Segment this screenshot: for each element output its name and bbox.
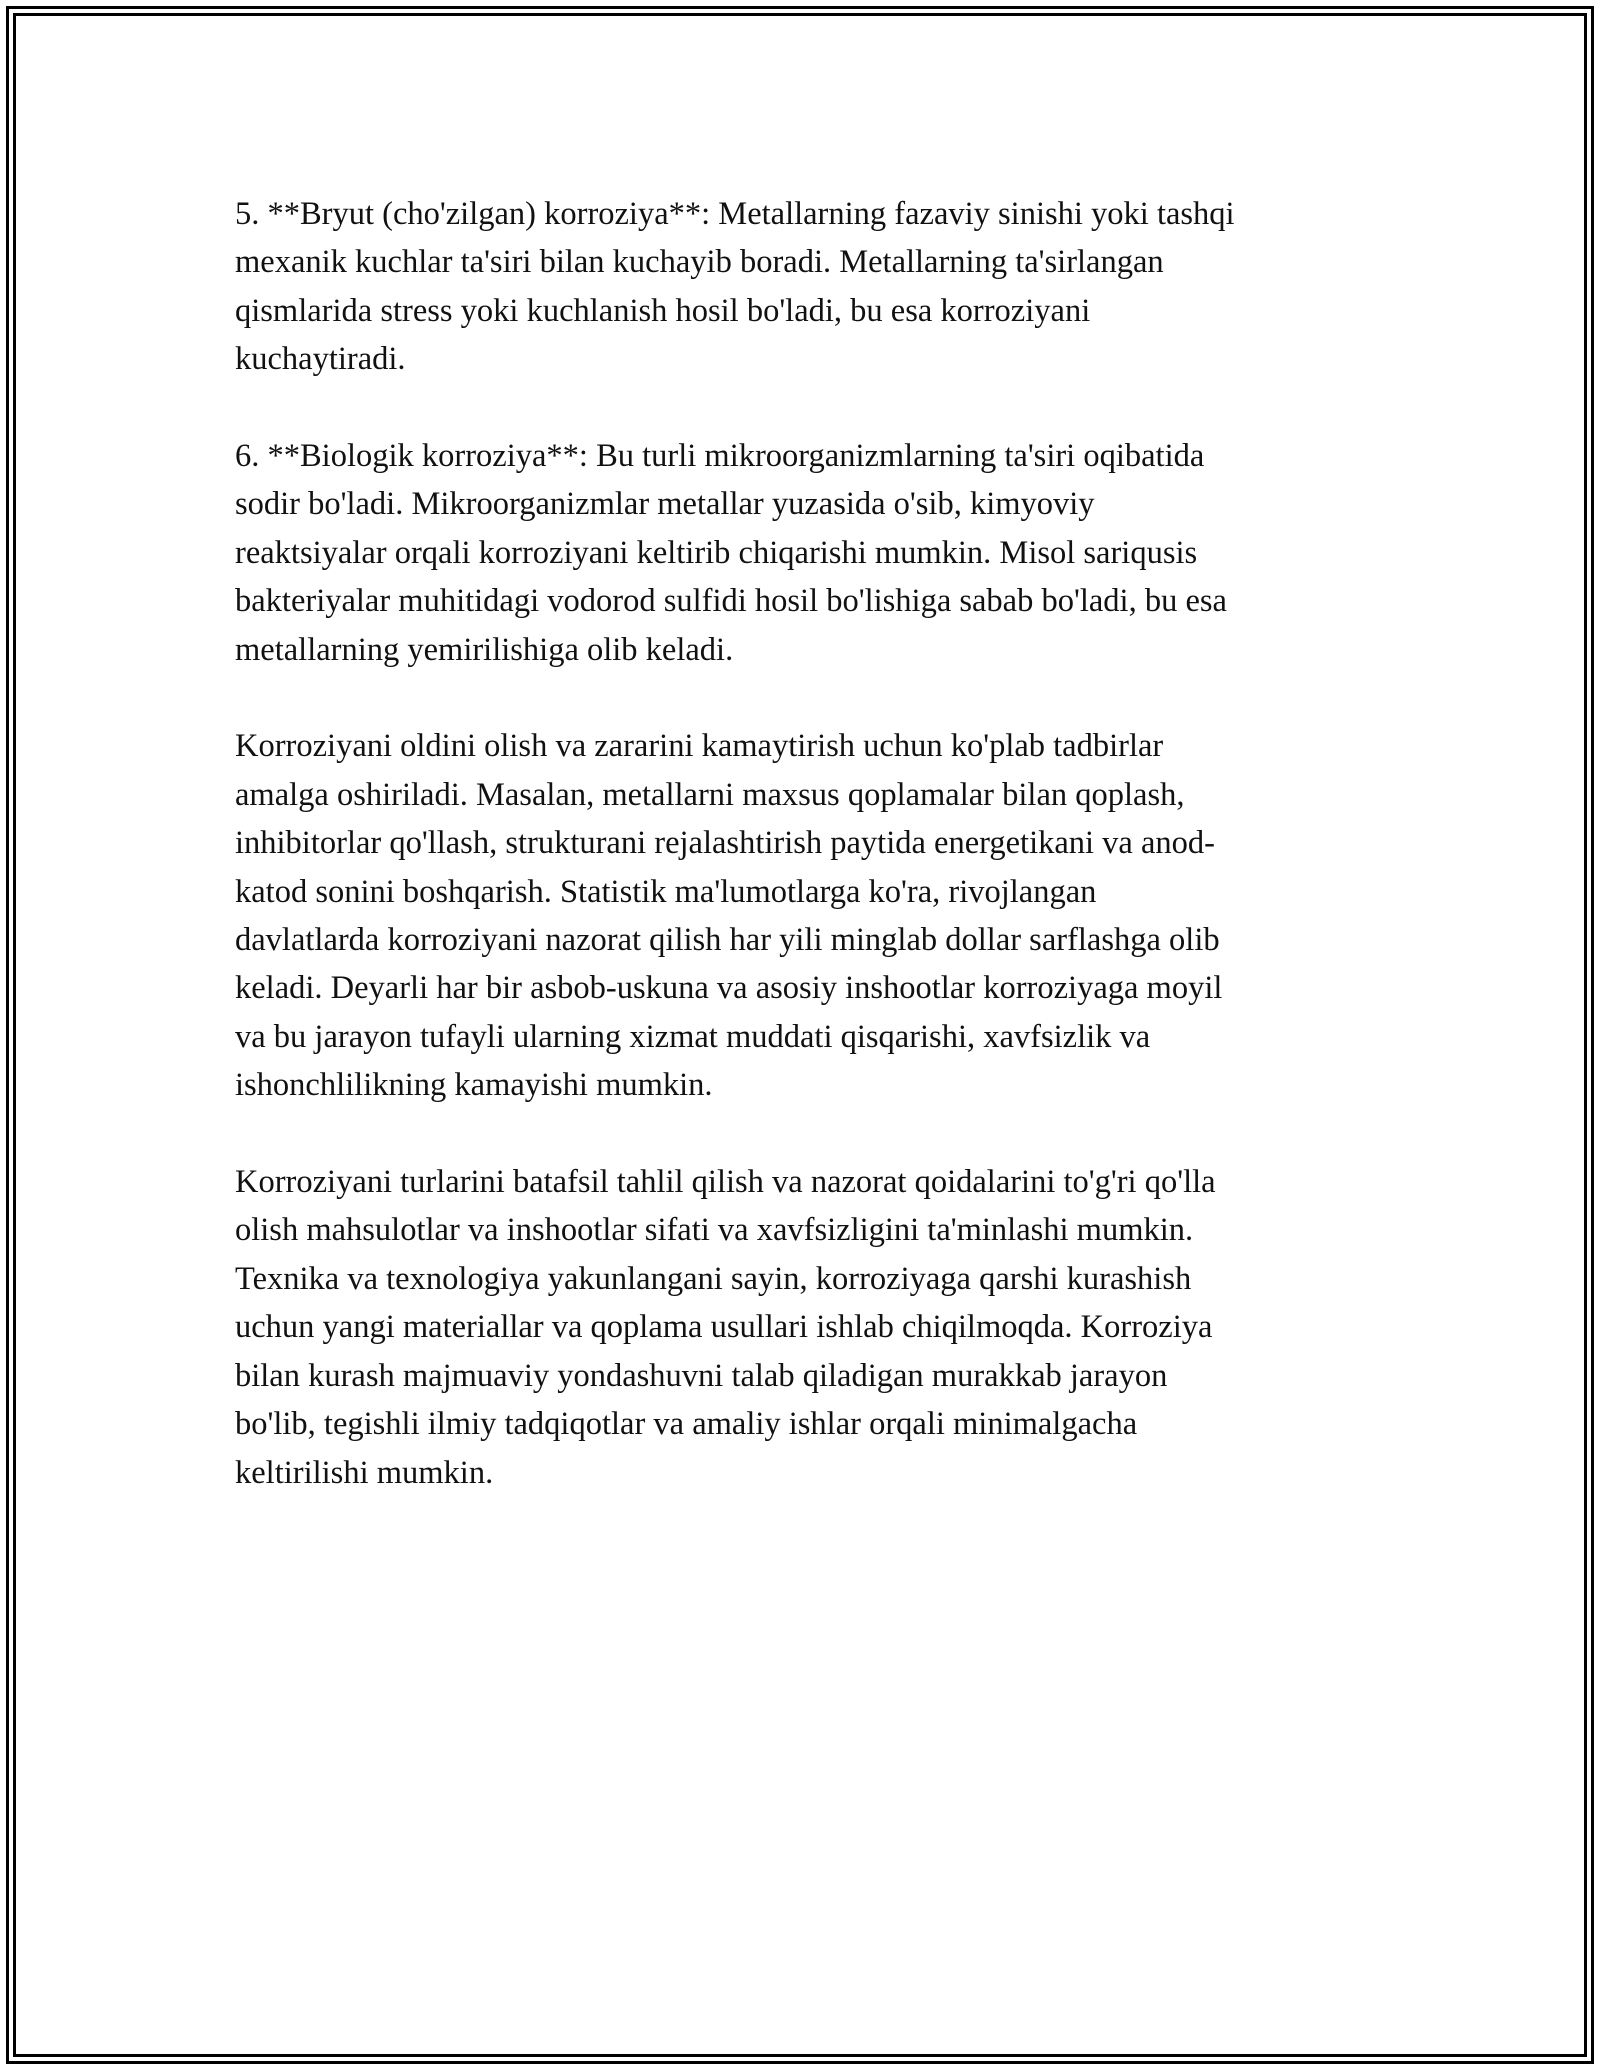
paragraph-biological-corrosion: 6. **Biologik korroziya**: Bu turli mikroorganizmlarning ta'siri oqibatida sodir bo'ladi. Mikroorganizmlar metallar yuzasida o'sib, kimyoviy reaktsiyalar orqali korroziyani keltirib chiqarishi mumkin. Misol sariqusis bakteriyalar muhitidagi vodorod sulfidi hosil bo'lishiga sabab bo'ladi, bu esa metallarning yemirilishiga olib keladi. <box>235 438 1227 668</box>
paragraph-conclusion: Korroziyani turlarini batafsil tahlil qilish va nazorat qoidalarini to'g'ri qo'lla olish mahsulotlar va inshootlar sifati va xavfsizligini ta'minlashi mumkin. Texnika va texnologiya yakunlangani sayin, korroziyaga qarshi kurashish uchun yangi materiallar va qoplama usullari ishlab chiqilmoqda. Korroziya bilan kurash majmuaviy yondashuvni talab qiladigan murakkab jarayon bo'lib, tegishli ilmiy tadqiqotlar va amaliy ishlar orqali minimalgacha keltirilishi mumkin. <box>235 1164 1216 1491</box>
paragraph-corrosion-prevention: Korroziyani oldini olish va zararini kamaytirish uchun ko'plab tadbirlar amalga oshiriladi. Masalan, metallarni maxsus qoplamalar bilan qoplash, inhibitorlar qo'llash, strukturani rejalashtirish paytida energetikani va anod- katod sonini boshqarish. Statistik ma'lumotlarga ko'ra, rivojlangan davlatlarda korroziyani nazorat qilish har yili minglab dollar sarflashga olib keladi. Deyarli har bir asbob-uskuna va asosiy inshootlar korroziyaga moyil va bu jarayon tufayli ularning xizmat muddati qisqarishi, xavfsizlik va ishonchlilikning kamayishi mumkin. <box>235 728 1223 1104</box>
paragraph-brittle-corrosion: 5. **Bryut (cho'zilgan) korroziya**: Metallarning fazaviy sinishi yoki tashqi mexanik kuchlar ta'siri bilan kuchayib boradi. Metallarning ta'sirlangan qismlarida stress yoki kuchlanish hosil bo'ladi, bu esa korroziyani kuchaytiradi. <box>235 196 1235 378</box>
document-body <box>235 190 1365 1545</box>
